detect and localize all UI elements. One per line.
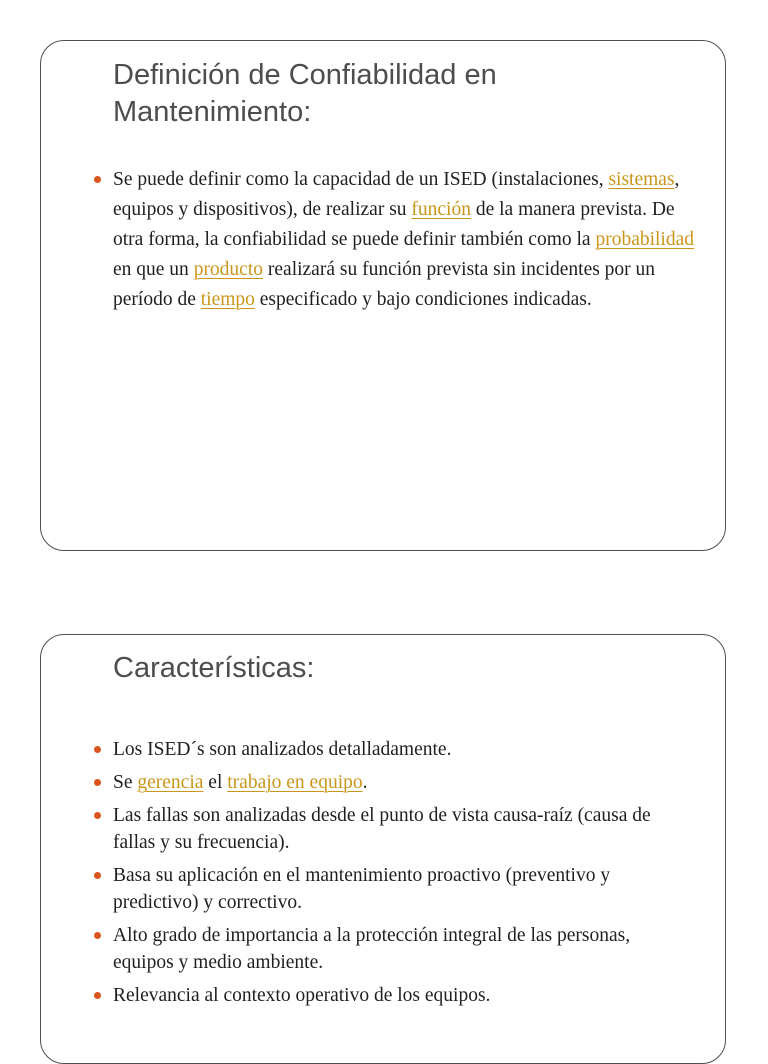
slide-title: Características: bbox=[113, 652, 315, 684]
list-item bbox=[113, 982, 695, 1009]
bullet-text: realizará su función prevista sin incidentes por un período de bbox=[113, 259, 656, 310]
slide-definition bbox=[40, 40, 726, 551]
bullet-text: , equipos y dispositivos), de realizar su bbox=[113, 169, 680, 220]
bullet-text: Alto grado de importancia a la protección integral de las personas, equipos y medio ambiente. bbox=[113, 925, 631, 973]
bullet-dot-icon bbox=[94, 872, 101, 879]
bullet-text: Las fallas son analizadas desde el punto de vista causa-raíz (causa de fallas y su frecuencia). bbox=[113, 805, 651, 853]
list-item bbox=[113, 736, 695, 763]
bullet-dot-icon bbox=[94, 779, 101, 786]
bullet-text: Se puede definir como la capacidad de un ISED (instalaciones, bbox=[113, 169, 609, 190]
link-producto[interactable]: producto bbox=[193, 259, 264, 280]
list-item bbox=[113, 862, 695, 916]
link-gerencia[interactable]: gerencia bbox=[137, 772, 204, 793]
list-item bbox=[113, 165, 695, 315]
bullet-text: en que un bbox=[113, 259, 194, 280]
bullet-dot-icon bbox=[94, 932, 101, 939]
link-trabajo-en-equipo[interactable]: trabajo en equipo bbox=[227, 772, 363, 793]
bullet-text: Se bbox=[113, 772, 138, 793]
slide-title: Definición de Confiabilidad en Mantenimiento: bbox=[113, 59, 497, 128]
bullet-list bbox=[113, 736, 695, 1015]
link-sistemas[interactable]: sistemas bbox=[608, 169, 675, 190]
bullet-dot-icon bbox=[94, 812, 101, 819]
bullet-text: el bbox=[203, 772, 228, 793]
list-item bbox=[113, 769, 695, 796]
bullet-list bbox=[113, 165, 695, 315]
bullet-text: de la manera prevista. De otra forma, la confiabilidad se puede definir también como la bbox=[113, 199, 675, 250]
bullet-text: . bbox=[362, 772, 368, 793]
link-funcion[interactable]: función bbox=[411, 199, 471, 220]
bullet-text: Relevancia al contexto operativo de los equipos. bbox=[113, 985, 491, 1006]
slide-characteristics bbox=[40, 634, 726, 1064]
link-probabilidad[interactable]: probabilidad bbox=[595, 229, 695, 250]
list-item bbox=[113, 802, 695, 856]
bullet-dot-icon bbox=[94, 992, 101, 999]
bullet-text: Basa su aplicación en el mantenimiento proactivo (preventivo y predictivo) y correctivo. bbox=[113, 865, 611, 913]
bullet-dot-icon bbox=[94, 176, 101, 183]
bullet-dot-icon bbox=[94, 746, 101, 753]
bullet-text: especificado y bajo condiciones indicadas. bbox=[254, 289, 592, 310]
link-tiempo[interactable]: tiempo bbox=[200, 289, 255, 310]
bullet-text: Los ISED´s son analizados detalladamente. bbox=[113, 739, 452, 760]
list-item bbox=[113, 922, 695, 976]
